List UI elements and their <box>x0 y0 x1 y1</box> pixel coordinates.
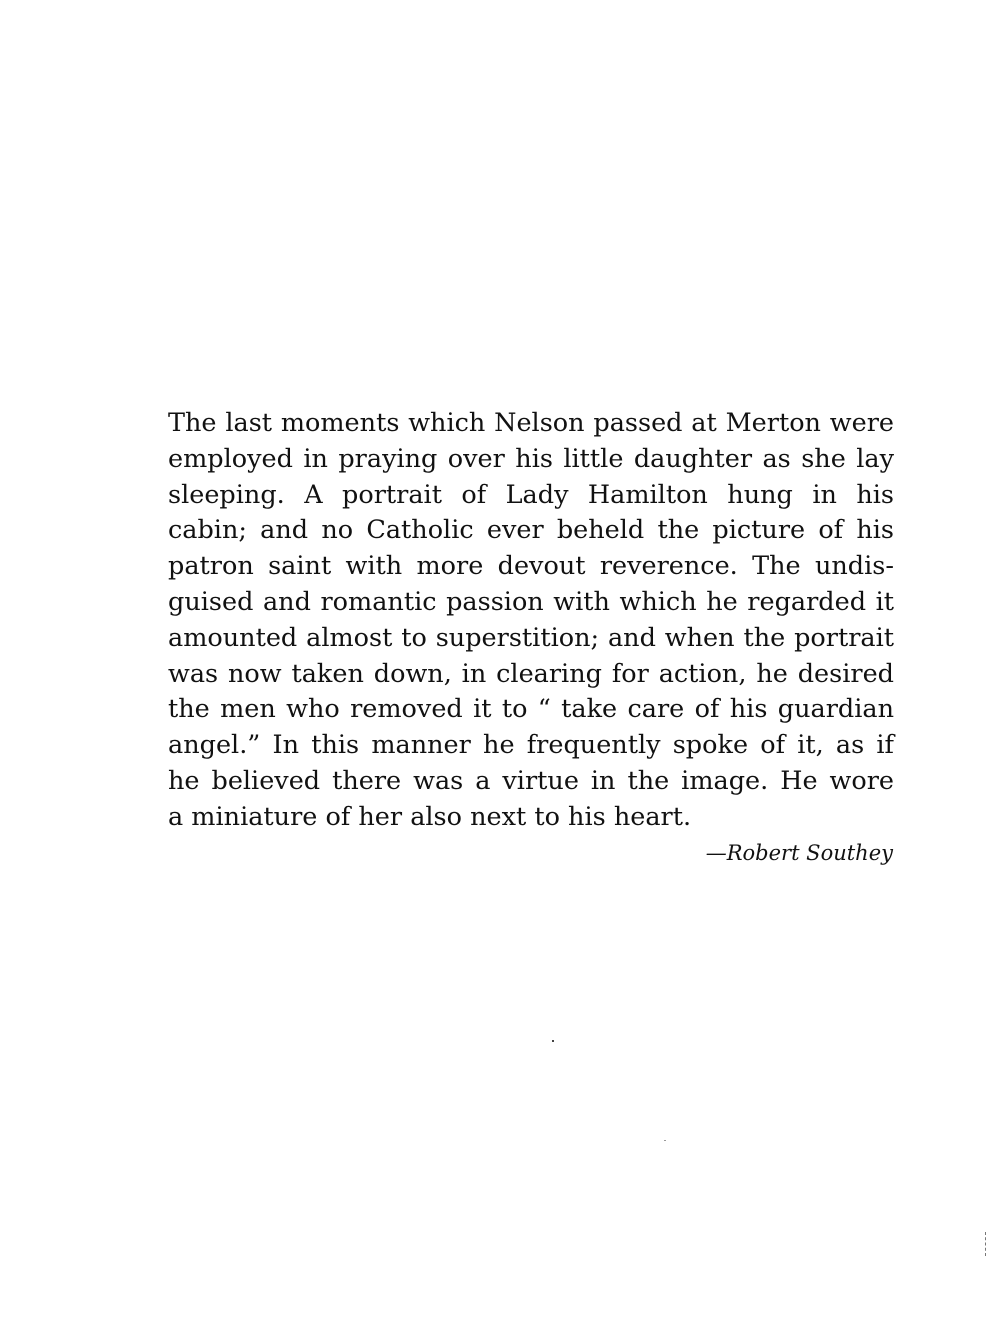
passage-line: patron saint with more devout reverence. The undis- <box>168 551 894 582</box>
passage-line: employed in praying over his little daughter as she lay <box>168 443 894 474</box>
passage-line: angel.” In this manner he frequently spoke of it, as if <box>168 730 894 761</box>
scan-speck <box>552 1040 554 1042</box>
quotation-attribution: —Robert Southey <box>705 841 893 865</box>
passage-line: a miniature of her also next to his heart. <box>168 801 692 832</box>
quotation-passage <box>168 406 894 836</box>
passage-line: cabin; and no Catholic ever beheld the picture of his <box>168 515 894 546</box>
passage-line: he believed there was a virtue in the image. He wore <box>168 765 894 796</box>
scan-speck <box>664 1140 666 1141</box>
scan-edge-mark <box>985 1232 987 1256</box>
passage-line: was now taken down, in clearing for action, he desired <box>168 658 894 689</box>
passage-line: The last moments which Nelson passed at Merton were <box>168 408 894 438</box>
passage-line: the men who removed it to “ take care of his guardian <box>168 694 894 725</box>
passage-line: guised and romantic passion with which he regarded it <box>168 586 894 617</box>
passage-line: amounted almost to superstition; and when the portrait <box>168 622 894 653</box>
passage-line: sleeping. A portrait of Lady Hamilton hung in his <box>168 479 894 510</box>
